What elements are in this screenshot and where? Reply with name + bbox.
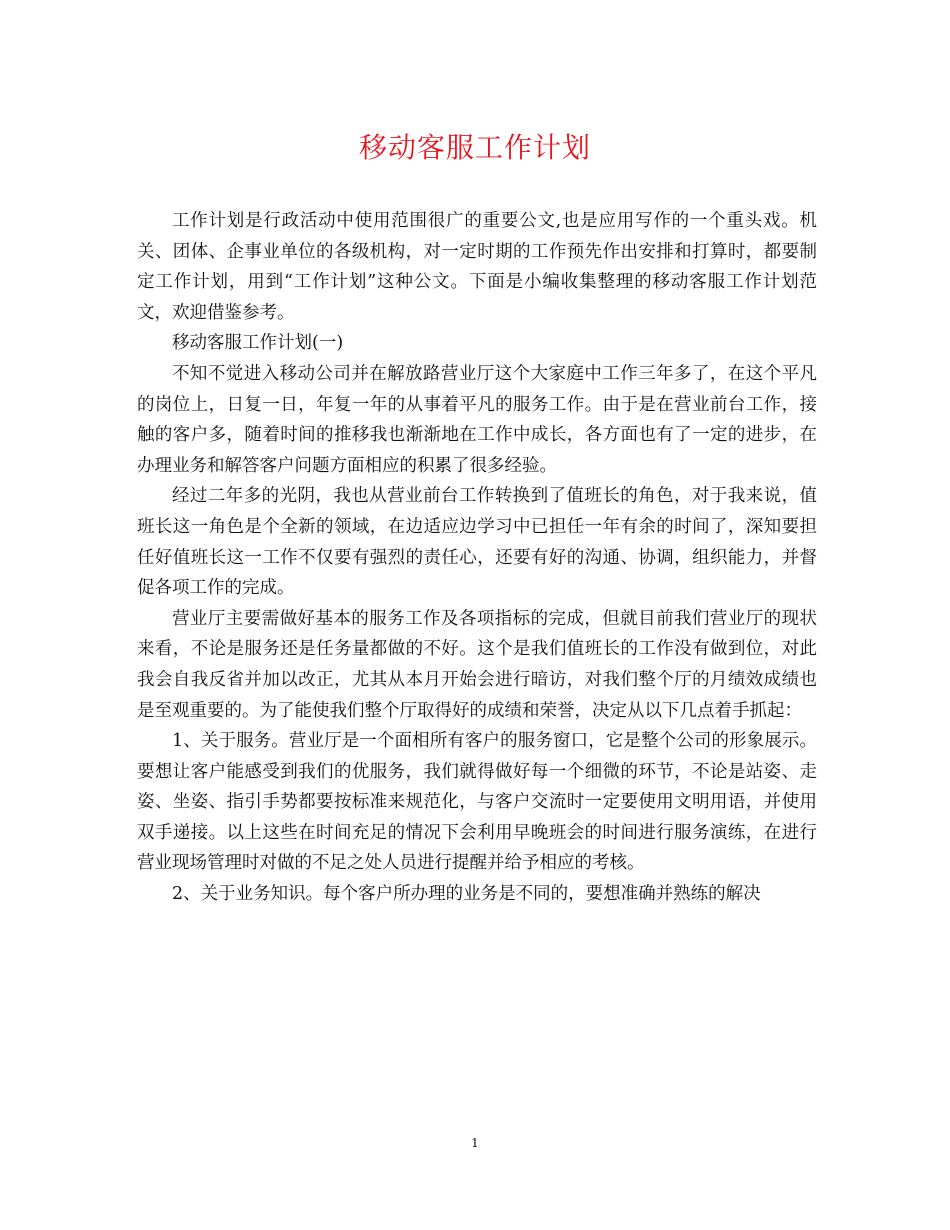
page-number: 1 bbox=[471, 1136, 479, 1150]
section-heading: 移动客服工作计划(一) bbox=[172, 333, 344, 354]
body-paragraph: 营业厅主要需做好基本的服务工作及各项指标的完成，但就目前我们营业厅的现状来看，不论是服务还是任务量都做的不好。这个是我们值班长的工作没有做到位，对此我会自我反省并加以改正，尤其从本月开始会进行暗访，对我们整个厅的月绩效成绩也是至观重要的。为了能使我们整个厅取得好的成绩和荣誉，决定从以下几点着手抓起： bbox=[137, 608, 817, 721]
body-paragraph: 1、关于服务。营业厅是一个面相所有客户的服务窗口，它是整个公司的形象展示。要想让客户能感受到我们的优服务，我们就得做好每一个细微的环节，不论是站姿、走姿、坐姿、指引手势都要按标准来规范化，与客户交流时一定要使用文明用语，并使用双手递接。以上这些在时间充足的情况下会利用早晚班会的时间进行服务演练，在进行营业现场管理时对做的不足之处人员进行提醒并给予相应的考核。 bbox=[137, 731, 817, 874]
document-body bbox=[137, 206, 817, 910]
body-paragraph: 经过二年多的光阴，我也从营业前台工作转换到了值班长的角色，对于我来说，值班长这一角色是个全新的领域，在边适应边学习中已担任一年有余的时间了，深知要担任好值班长这一工作不仅要有强烈的责任心，还要有好的沟通、协调，组织能力，并督促各项工作的完成。 bbox=[137, 486, 817, 599]
intro-paragraph: 工作计划是行政活动中使用范围很广的重要公文,也是应用写作的一个重头戏。机关、团体、企事业单位的各级机构，对一定时期的工作预先作出安排和打算时，都要制定工作计划，用到“工作计划”这种公文。下面是小编收集整理的移动客服工作计划范文，欢迎借鉴参考。 bbox=[137, 211, 817, 323]
document-title: 移动客服工作计划 bbox=[358, 131, 591, 164]
body-paragraph: 不知不觉进入移动公司并在解放路营业厅这个大家庭中工作三年多了，在这个平凡的岗位上，日复一日，年复一年的从事着平凡的服务工作。由于是在营业前台工作，接触的客户多，随着时间的推移我也渐渐地在工作中成长，各方面也有了一定的进步，在办理业务和解答客户问题方面相应的积累了很多经验。 bbox=[137, 363, 817, 476]
body-paragraph: 2、关于业务知识。每个客户所办理的业务是不同的，要想准确并熟练的解决 bbox=[172, 884, 761, 905]
